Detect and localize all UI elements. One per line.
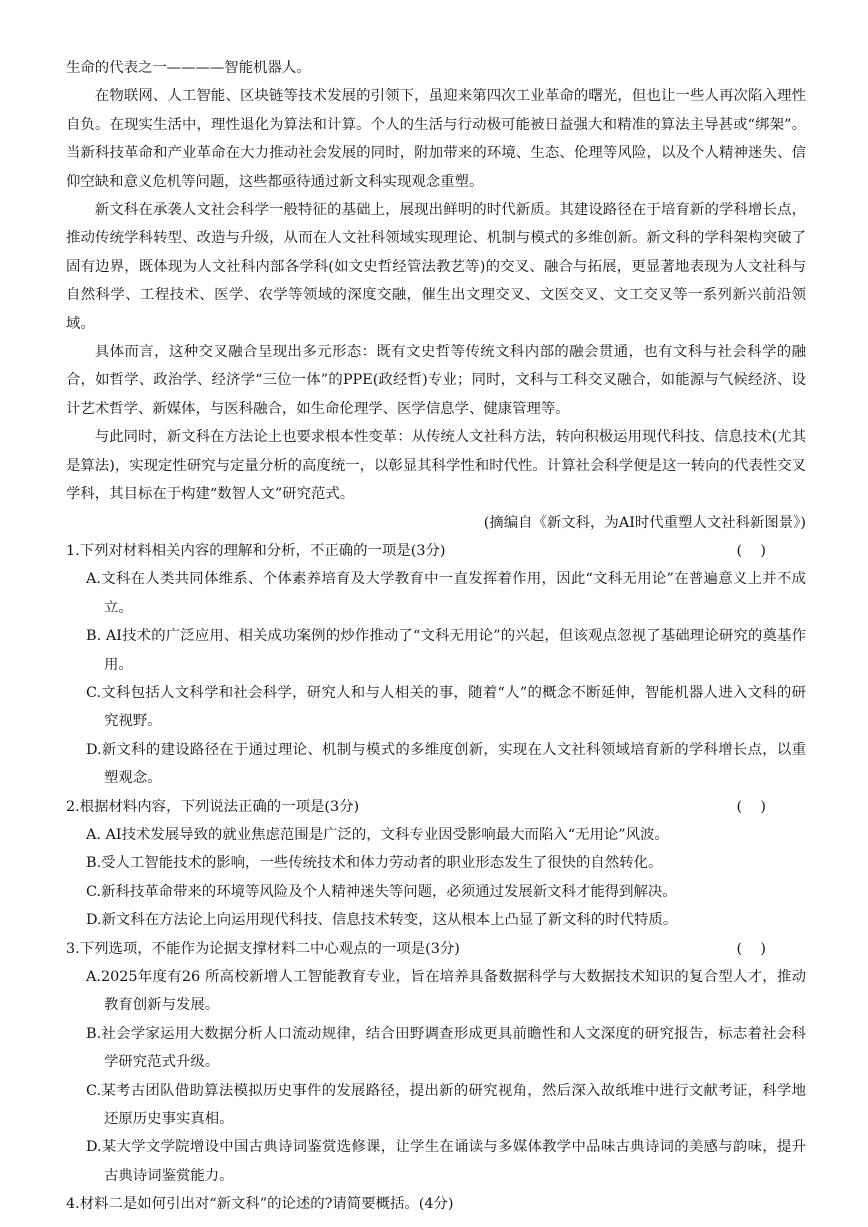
passage-paragraph-3: 具体而言，这种交叉融合呈现出多元形态：既有文史哲等传统文科内部的融会贯通，也有文科与社会科学的融合，如哲学、政治学、经济学“三位一体”的PPE(政经哲)专业；同时，文科与工科交叉融合，如能源与气候经济、设计艺术哲学、新媒体，与医科融合，如生命伦理学、医学信息学、健康管理等。 [66,344,806,417]
question-2 [66,793,806,821]
question-3-option-d: D.某大学文学院增设中国古典诗词鉴赏选修课，让学生在诵读与多媒体教学中品味古典诗词的美感与韵味，提升古典诗词鉴赏能力。 [86,1139,806,1184]
question-3 [66,935,806,963]
question-3-option-a: A.2025年度有26 所高校新增人工智能教育专业，旨在培养具备数据科学与大数据技术知识的复合型人才，推动教育创新与发展。 [86,969,806,1014]
passage-paragraph-2: 新文科在承袭人文社会科学一般特征的基础上，展现出鲜明的时代新质。其建设路径在于培育新的学科增长点，推动传统学科转型、改造与升级，从而在人文社科领域实现理论、机制与模式的多维创新。新文科的学科架构突破了固有边界，既体现为人文社科内部各学科(如文史哲经管法教艺等)的交叉、融合与拓展，更显著地表现为人文社科与自然科学、工程技术、医学、农学等领域的深度交融，催生出文理交叉、文医交叉、文工交叉等一系列新兴前沿领域。 [66,202,806,332]
question-4 [66,1190,806,1218]
question-1-option-d: D.新文科的建设路径在于通过理论、机制与模式的多维度创新，实现在人文社科领域培育新的学科增长点，以重塑观念。 [86,741,806,787]
exam-page [66,54,806,1219]
passage-paragraph-0: 生命的代表之一————智能机器人。 [66,60,311,76]
passage-source: (摘编自《新文科，为AI时代重塑人文社科新图景》) [483,514,806,531]
question-3-option-b: B.社会学家运用大数据分析人口流动规律，结合田野调查形成更具前瞻性和人文深度的研究报告，标志着社会科学研究范式升级。 [86,1025,806,1071]
question-1-option-a: A.文科在人类共同体维系、个体素养培育及大学教育中一直发挥着作用，因此“文科无用论”在普遍意义上并不成立。 [86,571,806,616]
question-2-option-b: B.受人工智能技术的影响，一些传统技术和体力劳动者的职业形态发生了很快的自然转化。 [86,855,663,872]
passage-paragraph-4: 与此同时，新文科在方法论上也要求根本性变革：从传统人文社科方法，转向积极运用现代科技、信息技术(尤其是算法)，实现定性研究与定量分析的高度统一，以彰显其科学性和时代性。计算社会科学便是这一转向的代表性交叉学科，其目标在于构建“数智人文”研究范式。 [66,429,806,503]
question-1-option-c: C.文科包括人文科学和社会科学，研究人和与人相关的事，随着“人”的概念不断延伸，智能机器人进入文科的研究视野。 [86,684,806,730]
passage-paragraph-1: 在物联网、人工智能、区块链等技术发展的引领下，虽迎来第四次工业革命的曙光，但也让一些人再次陷入理性自负。在现实生活中，理性退化为算法和计算。个人的生活与行动极可能被日益强大和精准的算法主导甚或“绑架”。当新科技革命和产业革命在大力推动社会发展的同时，附加带来的环境、生态、伦理等风险，以及个人精神迷失、信仰空缺和意义危机等问题，这些都亟待通过新文科实现观念重塑。 [66,88,806,190]
question-3-option-c: C.某考古团队借助算法模拟历史事件的发展路径，提出新的研究视角，然后深入故纸堆中进行文献考证，科学地还原历史事实真相。 [86,1082,806,1128]
question-2-answer-bracket: ( ) [736,798,766,815]
question-1-option-b: B. AI技术的广泛应用、相关成功案例的炒作推动了“文科无用论”的兴起，但该观点忽视了基础理论研究的奠基作用。 [86,628,806,673]
question-1-answer-bracket: ( ) [736,542,766,559]
question-4-stem: 4.材料二是如何引出对“新文科”的论述的?请简要概括。(4分) [66,1196,454,1213]
question-1-stem: 1.下列对材料相关内容的理解和分析，不正确的一项是(3分) [66,542,446,559]
question-3-stem: 3.下列选项，不能作为论据支撑材料二中心观点的一项是(3分) [66,940,460,957]
question-2-option-a: A. AI技术发展导致的就业焦虑范围是广泛的，文科专业因受影响最大而陷入“无用论”风波。 [86,826,669,843]
question-3-answer-bracket: ( ) [736,940,766,957]
question-1 [66,537,806,565]
question-2-stem: 2.根据材料内容，下列说法正确的一项是(3分) [66,798,360,815]
question-2-option-d: D.新文科在方法论上向运用现代科技、信息技术转变，这从根本上凸显了新文科的时代特质。 [86,912,678,929]
question-2-option-c: C.新科技革命带来的环境等风险及个人精神迷失等问题，必须通过发展新文科才能得到解决。 [86,883,677,900]
